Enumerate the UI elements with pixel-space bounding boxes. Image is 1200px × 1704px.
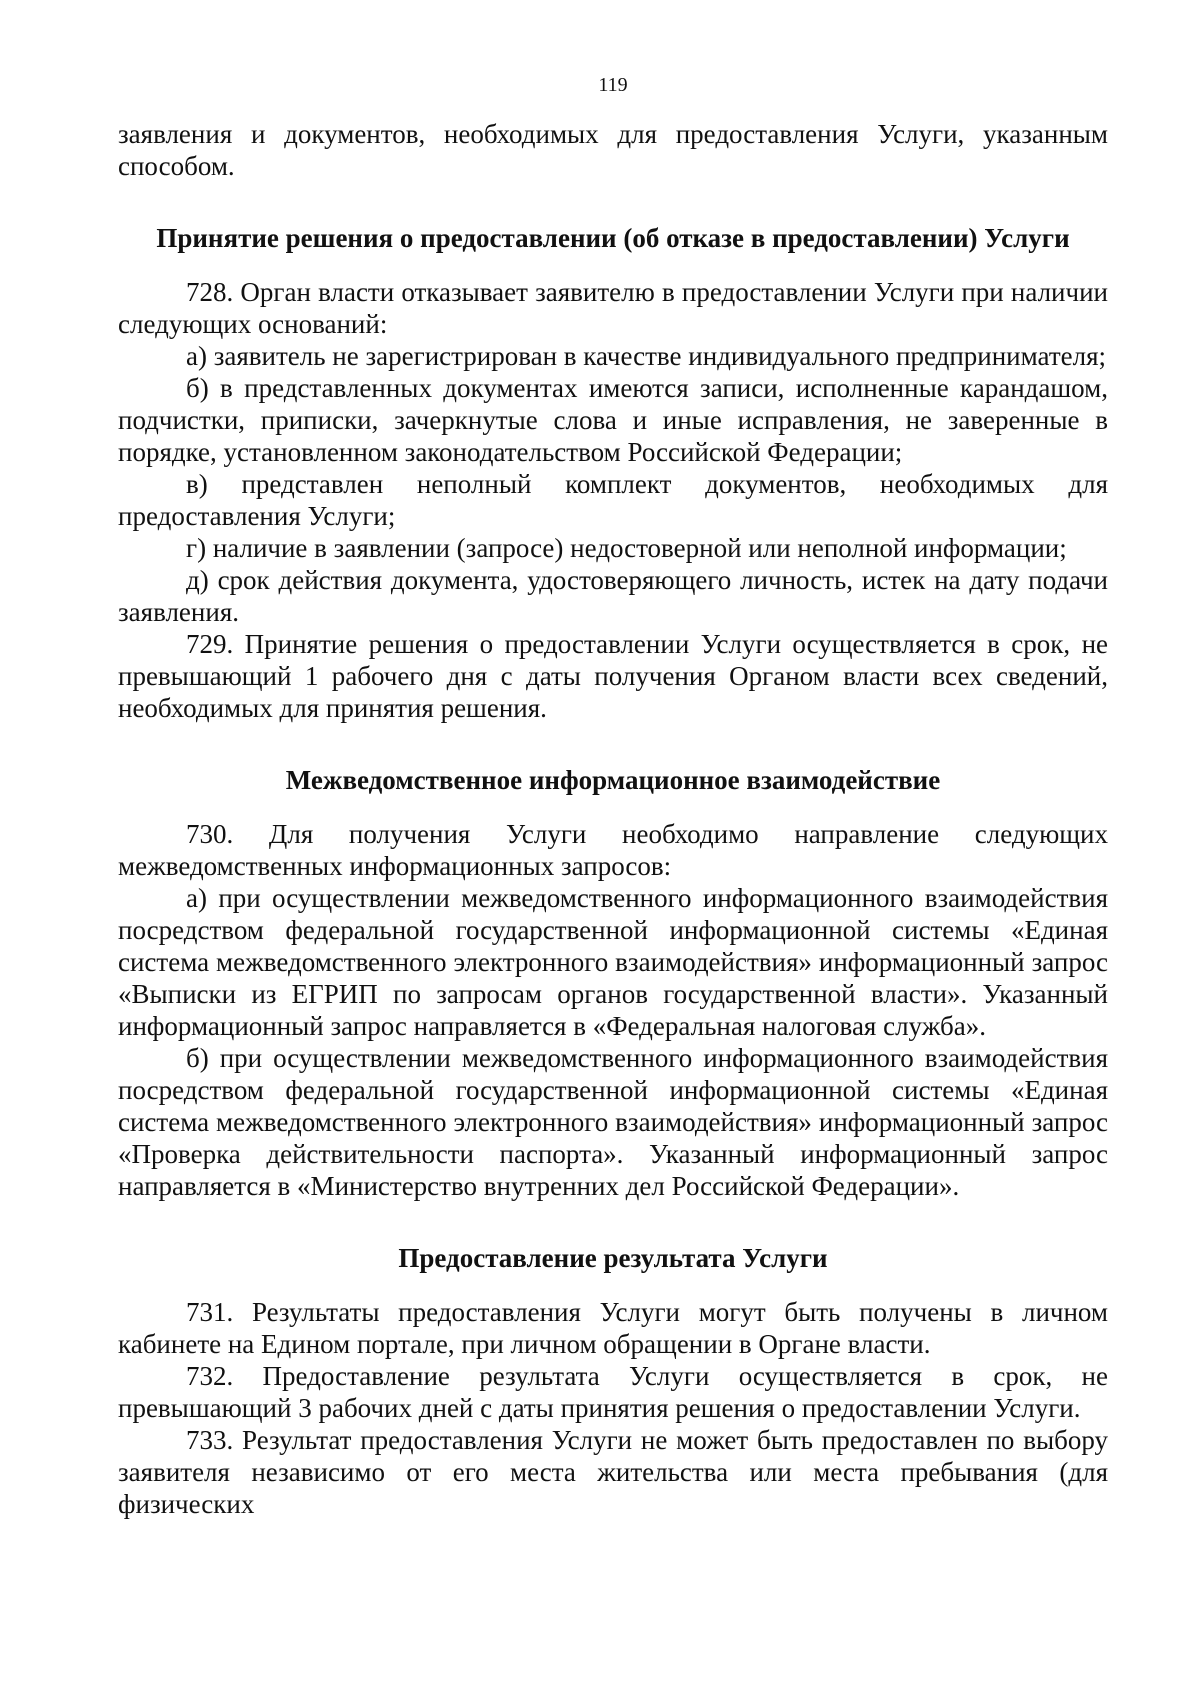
- section-heading-result: Предоставление результата Услуги: [398, 1243, 828, 1273]
- paragraph-733: 733. Результат предоставления Услуги не может быть предоставлен по выбору заявителя независимо от его места жительства или места пребывания (для физических: [118, 1425, 1108, 1519]
- paragraph-731: 731. Результаты предоставления Услуги могут быть получены в личном кабинете на Едином портале, при личном обращении в Органе власти.: [118, 1297, 1108, 1359]
- section-heading-interagency: Межведомственное информационное взаимодействие: [285, 765, 941, 795]
- paragraph-730-b: б) при осуществлении межведомственного информационного взаимодействия посредством федеральной государственной информационной системы «Единая система межведомственного электронного взаимодействия» информационный запрос «Проверка действительности паспорта». Указанный информационный запрос направляется в «Министерство внутренних дел Российской Федерации».: [118, 1043, 1108, 1201]
- paragraph-728-d: д) срок действия документа, удостоверяющего личность, истек на дату подачи заявления.: [118, 565, 1108, 627]
- paragraph-728: 728. Орган власти отказывает заявителю в предоставлении Услуги при наличии следующих оснований:: [118, 277, 1108, 339]
- section-heading-decision: Принятие решения о предоставлении (об отказе в предоставлении) Услуги: [156, 223, 1070, 253]
- paragraph-728-a: а) заявитель не зарегистрирован в качестве индивидуального предпринимателя;: [186, 341, 1106, 371]
- paragraph-728-g: г) наличие в заявлении (запросе) недостоверной или неполной информации;: [186, 533, 1067, 563]
- paragraph-continuation: заявления и документов, необходимых для предоставления Услуги, указанным способом.: [118, 119, 1108, 181]
- paragraph-728-b: б) в представленных документах имеются записи, исполненные карандашом, подчистки, приписки, зачеркнутые слова и иные исправления, не заверенные в порядке, установленном законодательством Российской Федерации;: [118, 373, 1108, 467]
- paragraph-730-a: а) при осуществлении межведомственного информационного взаимодействия посредством федеральной государственной информационной системы «Единая система межведомственного электронного взаимодействия» информационный запрос «Выписки из ЕГРИП по запросам органов государственной власти». Указанный информационный запрос направляется в «Федеральная налоговая служба».: [118, 883, 1108, 1041]
- paragraph-728-v: в) представлен неполный комплект документов, необходимых для предоставления Услуги;: [118, 469, 1108, 531]
- page-number: 119: [598, 74, 628, 96]
- paragraph-732: 732. Предоставление результата Услуги осуществляется в срок, не превышающий 3 рабочих дней с даты принятия решения о предоставлении Услуги.: [118, 1361, 1108, 1423]
- paragraph-729: 729. Принятие решения о предоставлении Услуги осуществляется в срок, не превышающий 1 рабочего дня с даты получения Органом власти всех сведений, необходимых для принятия решения.: [118, 629, 1108, 723]
- paragraph-730: 730. Для получения Услуги необходимо направление следующих межведомственных информационных запросов:: [118, 819, 1108, 881]
